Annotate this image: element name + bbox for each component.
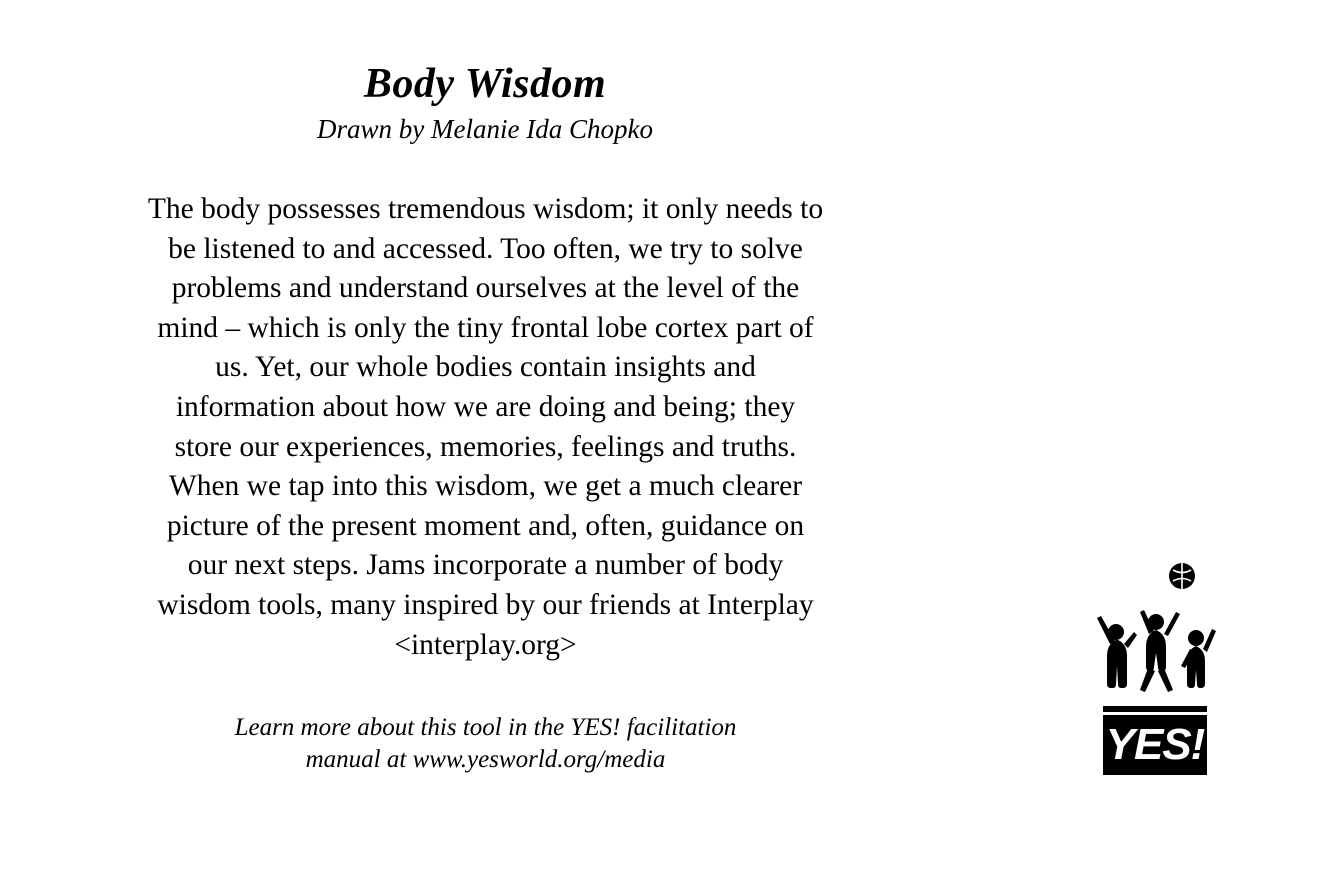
body-line: information about how we are doing and being; they <box>175 390 796 423</box>
body-line: be listened to and accessed. Too often, we try to solve <box>168 232 803 265</box>
body-line: When we tap into this wisdom, we get a much clearer <box>168 470 803 503</box>
body-line: picture of the present moment and, often, guidance on <box>166 509 805 542</box>
footer-note <box>108 712 863 776</box>
footer-line: manual at www.yesworld.org/media <box>305 746 666 773</box>
body-line: mind – which is only the tiny frontal lobe cortex part of <box>157 311 814 344</box>
yes-logo <box>1094 560 1224 785</box>
body-paragraph <box>108 190 863 665</box>
people-globe-icon <box>1094 560 1224 720</box>
body-line: wisdom tools, many inspired by our friends at Interplay <box>157 588 814 621</box>
body-line: <interplay.org> <box>394 628 577 661</box>
byline: Drawn by Melanie Ida Chopko <box>317 114 653 144</box>
body-line: problems and understand ourselves at the level of the <box>171 272 800 305</box>
body-line: us. Yet, our whole bodies contain insights and <box>215 351 756 384</box>
page-title: Body Wisdom <box>363 61 607 107</box>
body-line: our next steps. Jams incorporate a number of body <box>187 549 784 582</box>
body-line: store our experiences, memories, feelings and truths. <box>174 430 797 463</box>
logo-wordmark: YES! <box>1105 720 1205 769</box>
body-line: The body possesses tremendous wisdom; it only needs to <box>147 193 824 225</box>
footer-line: Learn more about this tool in the YES! facilitation <box>234 714 737 741</box>
